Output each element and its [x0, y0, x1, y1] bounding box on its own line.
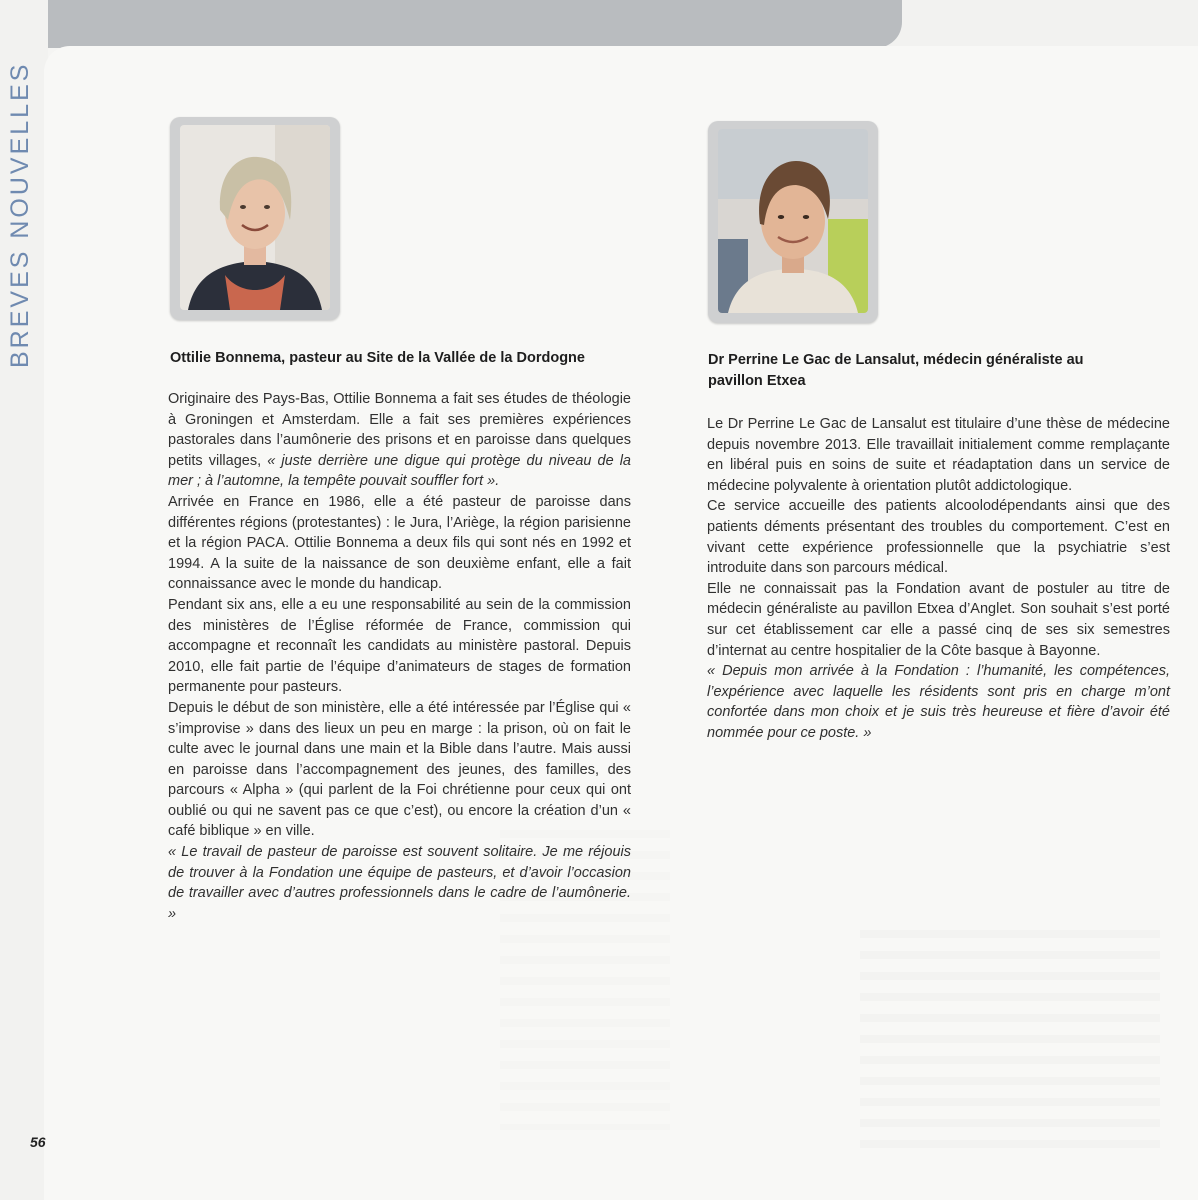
quote-paragraph: « Le travail de pasteur de paroisse est souvent solitaire. Je me réjouis de trouver à la Fondation une équipe de pasteurs, et d’avoir l’occasion de travailler avec d’autres professionnels dans le cadre de l’aumônerie. » — [168, 844, 631, 922]
article-right — [707, 414, 1170, 744]
paragraph: Elle ne connaissait pas la Fondation avant de postuler au titre de médecin généraliste au pavillon Etxea d’Anglet. Son souhait s’est porté sur cet établissement car elle a passé cinq de ses six semestres d’internat au centre hospitalier de la Côte basque à Bayonne. — [707, 580, 1170, 659]
paragraph: Pendant six ans, elle a eu une responsabilité au sein de la commission des ministères de l’Église réformée de France, commission qui accompagne et reconnaît les candidats au ministère pastoral. Depuis 2010, elle fait partie de l’équipe d’animateurs de stages de formation permanente pour pasteurs. — [168, 596, 631, 696]
caption-left: Ottilie Bonnema, pasteur au Site de la Vallée de la Dordogne — [170, 350, 585, 366]
portrait-photo-right — [708, 121, 878, 323]
portrait-photo-icon — [180, 125, 330, 310]
paragraph: Arrivée en France en 1986, elle a été pasteur de paroisse dans différentes régions (protestantes) : le Jura, l’Ariège, la région parisienne et la région PACA. Ottilie Bonnema a deux fils qui sont nés en 1992 et 1994. A la suite de la naissance de son deuxième enfant, elle a fait connaissance avec le monde du handicap. — [168, 493, 631, 593]
page-number: 56 — [30, 1134, 46, 1150]
paragraph: Depuis le début de son ministère, elle a été intéressée par l’Église qui « s’improvise » dans des lieux un peu en marge : la prison, où on fait le culte avec le journal dans une main et la Bible dans l’autre. Mais aussi en paroisse dans l’accompagnement des jeunes, des familles, des parcours « Alpha » (qui parlent de la Foi chrétienne pour ceux qui ont oublié ou qui ne savent pas ce que c’est), ou encore la création d’un « café biblique » en ville. — [168, 699, 631, 840]
caption-right: Dr Perrine Le Gac de Lansalut, médecin généraliste au pavillon Etxea — [708, 352, 1084, 389]
portrait-photo-icon — [718, 129, 868, 313]
paragraph: Le Dr Perrine Le Gac de Lansalut est titulaire d’une thèse de médecine depuis novembre 2013. Elle travaillait initialement comme remplaçante en libéral puis en soins de suite et réadaptation dans un service de médecine polyvalente à orientation plutôt addictologique. — [707, 416, 1170, 494]
portrait-photo-left — [170, 117, 340, 320]
paragraph: Originaire des Pays-Bas, Ottilie Bonnema a fait ses études de théologie à Groningen et Amsterdam. Elle a fait ses premières expériences pastorales dans l’aumônerie des prisons et en paroisse dans quelques petits villages, « juste derrière une digue qui protège du niveau de la mer ; à l’automne, la tempête pouvait souffler fort ». — [168, 391, 631, 490]
header-tab — [40, 0, 902, 48]
quote-paragraph: « Depuis mon arrivée à la Fondation : l’humanité, les compétences, l’expérience avec laquelle les résidents sont pris en charge m’ont confortée dans mon choix et je suis très heureuse et fière d’avoir été nommée pour ce poste. » — [707, 663, 1170, 741]
show-through-text — [860, 930, 1160, 1150]
paragraph: Ce service accueille des patients alcoolodépendants ainsi que des patients déments présentant des troubles du comportement. C’est en vivant cette expérience professionnelle que la psychiatrie s’est introduite dans son parcours médical. — [707, 498, 1170, 577]
article-left — [168, 389, 631, 924]
section-title: BREVES NOUVELLES — [6, 61, 34, 368]
